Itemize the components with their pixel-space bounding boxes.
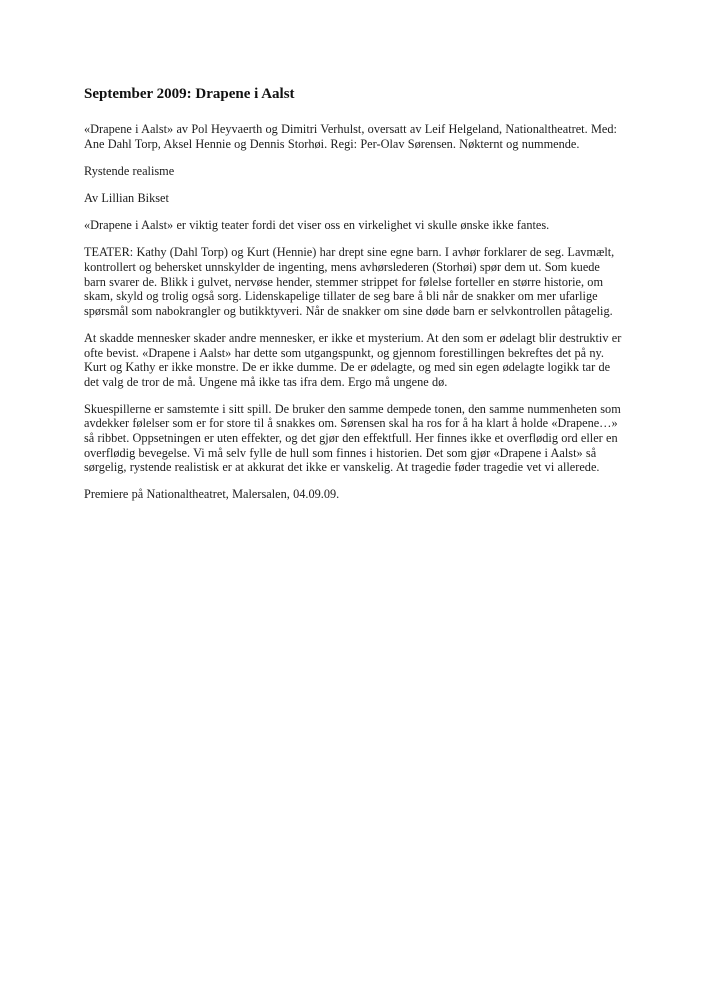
credits-paragraph: «Drapene i Aalst» av Pol Heyvaerth og Dimitri Verhulst, oversatt av Leif Helgeland, Nationaltheatret. Med: Ane Dahl Torp, Aksel Hennie og Dennis Storhøi. Regi: Per-Olav Sørensen. Nøkternt og nummende. (84, 122, 617, 151)
byline: Av Lillian Bikset (84, 190, 169, 205)
standfirst: Rystende realisme (84, 163, 175, 178)
body-paragraph-2: At skadde mennesker skader andre mennesker, er ikke et mysterium. At den som er ødelagt blir destruktiv er ofte bevist. «Drapene i Aalst» har dette som utgangspunkt, og gjennom forestillingen bekreftes det på ny. Kurt og Kathy er ikke monstre. De er ikke dumme. De er ødelagte, og med sin egen ødelagte logikk tar de det valg de tror de må. Ungene må ikke tas ifra dem. Ergo må ungene dø. (84, 330, 622, 389)
article-title: September 2009: Drapene i Aalst (84, 86, 295, 102)
lede-paragraph: «Drapene i Aalst» er viktig teater fordi det viser oss en virkelighet vi skulle ønske ikke fantes. (84, 218, 550, 233)
premiere-note: Premiere på Nationaltheatret, Malersalen, 04.09.09. (84, 487, 340, 502)
article (84, 86, 624, 515)
body-paragraph-3: Skuespillerne er samstemte i sitt spill. De bruker den samme dempede tonen, den samme nummenheten som avdekker følelser som er for store til å snakkes om. Sørensen skal ha ros for å ha klart å holde «Drapene…» så ribbet. Oppsetningen er uten effekter, og det gjør den effektfull. Her finnes ikke et overflødig ord eller en overflødig bevegelse. Vi må selv fylle de hull som finnes i historien. Det som gjør «Drapene i Aalst» så sørgelig, rystende realistisk er at akkurat det ikke er vanskelig. At tragedie føder tragedie vet vi allerede. (84, 401, 621, 475)
body-paragraph-1: TEATER: Kathy (Dahl Torp) og Kurt (Hennie) har drept sine egne barn. I avhør forklarer de seg. Lavmælt, kontrollert og behersket unnskylder de ingenting, mens avhørslederen (Storhøi) spør dem ut. Som kuede barn svarer de. Blikk i gulvet, nervøse hender, stemmer strippet for følelse forteller en større historie, om skam, skyld og trolig også sorg. Lidenskapelige tillater de seg bare å bli når de snakker om mer ufarlige spørsmål som nabokrangler og butikktyveri. Når de snakker om sine døde barn er selvkontrollen påtagelig. (84, 245, 615, 318)
